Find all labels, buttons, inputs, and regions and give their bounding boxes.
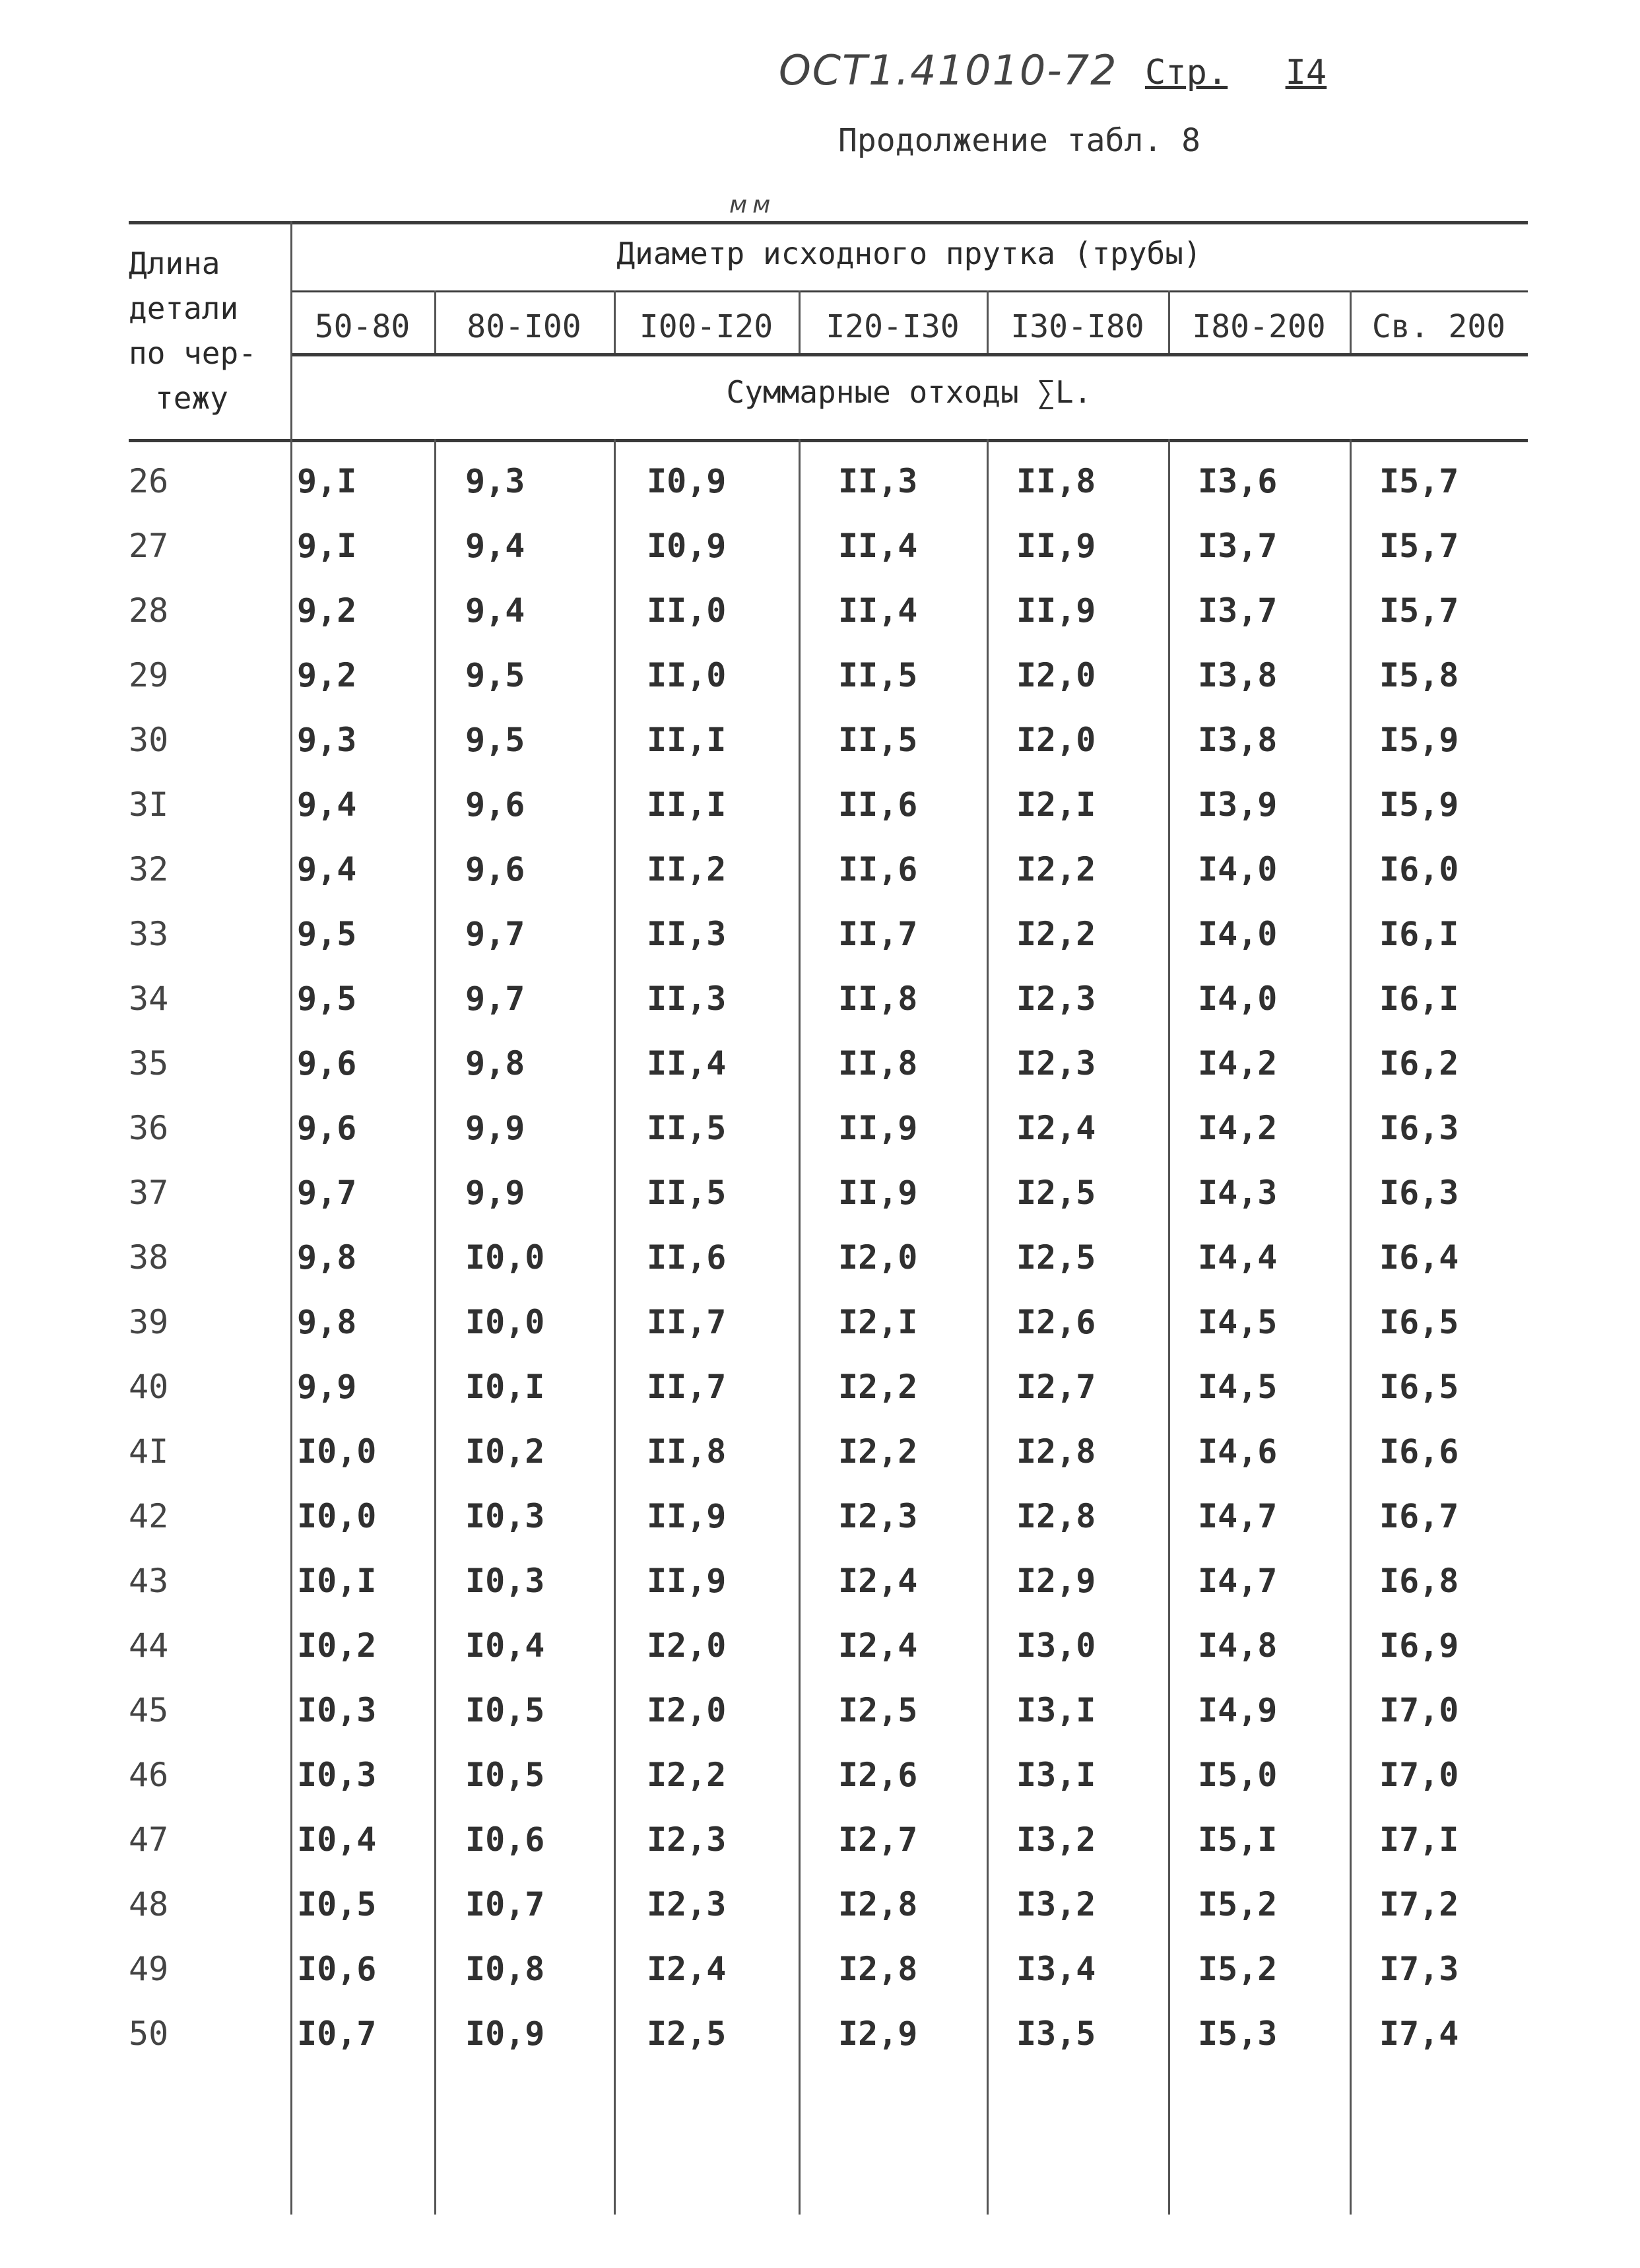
waste-value-cell: I4,4 [1198, 1238, 1278, 1277]
waste-value-cell: I0,8 [465, 1950, 545, 1988]
waste-value-cell: I3,7 [1198, 591, 1278, 630]
waste-value-cell: I0,0 [465, 1238, 545, 1277]
waste-value-cell: I2,0 [1016, 656, 1096, 694]
table-row [129, 837, 1528, 902]
length-cell: 44 [129, 1626, 169, 1665]
waste-value-cell: 9,4 [465, 527, 525, 565]
waste-value-cell: II,9 [838, 1109, 918, 1147]
waste-value-cell: I0,2 [465, 1432, 545, 1471]
waste-value-cell: I0,0 [297, 1432, 377, 1471]
table-row [129, 1225, 1528, 1290]
table-row [129, 1743, 1528, 1807]
waste-value-cell: I7,0 [1379, 1691, 1459, 1729]
waste-value-cell: I2,7 [838, 1820, 918, 1859]
table-row [129, 643, 1528, 708]
waste-value-cell: II,9 [647, 1497, 727, 1535]
length-header-line: детали [129, 290, 239, 326]
waste-value-cell: I4,5 [1198, 1303, 1278, 1341]
waste-value-cell: II,2 [647, 850, 727, 888]
waste-value-cell: 9,6 [297, 1044, 357, 1083]
waste-value-cell: II,9 [1016, 527, 1096, 565]
column-header: 80-I00 [467, 308, 581, 345]
waste-table [129, 221, 1528, 2215]
waste-value-cell: 9,7 [465, 980, 525, 1018]
length-cell: 34 [129, 980, 169, 1018]
length-cell: 27 [129, 527, 169, 565]
length-cell: 39 [129, 1303, 169, 1341]
table-row [129, 514, 1528, 578]
waste-value-cell: II,4 [838, 591, 918, 630]
waste-value-cell: I6,I [1379, 980, 1459, 1018]
waste-value-cell: II,8 [838, 980, 918, 1018]
waste-value-cell: I5,3 [1198, 2015, 1278, 2053]
table-row [129, 772, 1528, 837]
waste-value-cell: I2,2 [838, 1432, 918, 1471]
column-header: I30-I80 [1010, 308, 1144, 345]
waste-value-cell: II,5 [838, 721, 918, 759]
waste-value-cell: I2,6 [1016, 1303, 1096, 1341]
page-number: I4 [1285, 53, 1327, 92]
waste-value-cell: I6,3 [1379, 1109, 1459, 1147]
length-cell: 36 [129, 1109, 169, 1147]
waste-value-cell: I6,4 [1379, 1238, 1459, 1277]
waste-value-cell: II,6 [647, 1238, 727, 1277]
waste-value-cell: I6,0 [1379, 850, 1459, 888]
waste-value-cell: I3,2 [1016, 1820, 1096, 1859]
waste-value-cell: I5,I [1198, 1820, 1278, 1859]
page-indicator [1145, 53, 1327, 92]
waste-value-cell: I4,3 [1198, 1174, 1278, 1212]
waste-value-cell: I2,2 [838, 1368, 918, 1406]
waste-value-cell: 9,7 [465, 915, 525, 953]
sum-waste-header: Суммарные отходы ∑L. [726, 374, 1092, 410]
column-header: Св. 200 [1371, 308, 1506, 345]
length-cell: 48 [129, 1885, 169, 1923]
waste-value-cell: 9,6 [465, 850, 525, 888]
diameter-rule [290, 290, 1528, 292]
waste-value-cell: I0,I [297, 1562, 377, 1600]
waste-value-cell: I2,4 [838, 1626, 918, 1665]
waste-value-cell: 9,6 [297, 1109, 357, 1147]
length-cell: 32 [129, 850, 169, 888]
waste-value-cell: II,7 [647, 1368, 727, 1406]
table-continuation-caption: Продолжение табл. 8 [838, 122, 1201, 159]
waste-value-cell: I2,5 [647, 2015, 727, 2053]
waste-value-cell: I3,8 [1198, 721, 1278, 759]
waste-value-cell: II,3 [647, 980, 727, 1018]
waste-value-cell: I7,2 [1379, 1885, 1459, 1923]
waste-value-cell: I3,5 [1016, 2015, 1096, 2053]
waste-value-cell: 9,6 [465, 785, 525, 824]
length-cell: 50 [129, 2015, 169, 2053]
length-cell: 4I [129, 1432, 169, 1471]
waste-value-cell: 9,5 [465, 721, 525, 759]
waste-value-cell: I4,9 [1198, 1691, 1278, 1729]
waste-value-cell: I5,2 [1198, 1885, 1278, 1923]
waste-value-cell: I2,2 [647, 1756, 727, 1794]
table-row [129, 966, 1528, 1031]
waste-value-cell: 9,8 [297, 1238, 357, 1277]
waste-value-cell: I2,9 [1016, 1562, 1096, 1600]
table-row [129, 1872, 1528, 1937]
waste-value-cell: I0,3 [297, 1691, 377, 1729]
waste-value-cell: II,8 [647, 1432, 727, 1471]
waste-value-cell: I2,3 [647, 1885, 727, 1923]
length-cell: 26 [129, 462, 169, 500]
waste-value-cell: I4,5 [1198, 1368, 1278, 1406]
waste-value-cell: II,7 [647, 1303, 727, 1341]
table-row [129, 1678, 1528, 1743]
waste-value-cell: I4,2 [1198, 1044, 1278, 1083]
length-cell: 40 [129, 1368, 169, 1406]
column-header: I00-I20 [639, 308, 773, 345]
waste-value-cell: 9,9 [297, 1368, 357, 1406]
waste-value-cell: 9,3 [465, 462, 525, 500]
table-row [129, 1031, 1528, 1096]
waste-value-cell: I0,9 [647, 462, 727, 500]
waste-value-cell: I0,2 [297, 1626, 377, 1665]
waste-value-cell: I0,3 [465, 1497, 545, 1535]
waste-value-cell: I5,0 [1198, 1756, 1278, 1794]
waste-value-cell: I2,3 [838, 1497, 918, 1535]
waste-value-cell: I6,5 [1379, 1368, 1459, 1406]
waste-value-cell: 9,8 [465, 1044, 525, 1083]
waste-value-cell: I4,7 [1198, 1562, 1278, 1600]
waste-value-cell: I3,9 [1198, 785, 1278, 824]
waste-value-cell: I3,8 [1198, 656, 1278, 694]
waste-value-cell: II,8 [1016, 462, 1096, 500]
waste-value-cell: II,5 [647, 1174, 727, 1212]
length-cell: 29 [129, 656, 169, 694]
page-label: Стр. [1145, 53, 1228, 92]
waste-value-cell: II,6 [838, 850, 918, 888]
waste-value-cell: I2,9 [838, 2015, 918, 2053]
waste-value-cell: I2,4 [647, 1950, 727, 1988]
length-cell: 28 [129, 591, 169, 630]
waste-value-cell: I5,7 [1379, 527, 1459, 565]
waste-value-cell: I7,3 [1379, 1950, 1459, 1988]
waste-value-cell: I2,7 [1016, 1368, 1096, 1406]
waste-value-cell: II,3 [838, 462, 918, 500]
waste-value-cell: I2,8 [838, 1950, 918, 1988]
length-cell: 47 [129, 1820, 169, 1859]
waste-value-cell: I2,6 [838, 1756, 918, 1794]
waste-value-cell: 9,4 [297, 785, 357, 824]
waste-value-cell: I5,8 [1379, 656, 1459, 694]
length-cell: 43 [129, 1562, 169, 1600]
waste-value-cell: II,8 [838, 1044, 918, 1083]
diameter-header: Диаметр исходного прутка (трубы) [616, 236, 1202, 271]
header-bottom-rule [129, 439, 1528, 442]
waste-value-cell: I6,7 [1379, 1497, 1459, 1535]
waste-value-cell: I0,7 [465, 1885, 545, 1923]
waste-value-cell: I4,2 [1198, 1109, 1278, 1147]
waste-value-cell: I5,9 [1379, 785, 1459, 824]
waste-value-cell: 9,9 [465, 1174, 525, 1212]
waste-value-cell: 9,I [297, 462, 357, 500]
waste-value-cell: 9,5 [465, 656, 525, 694]
waste-value-cell: 9,4 [297, 850, 357, 888]
waste-value-cell: I0,7 [297, 2015, 377, 2053]
waste-value-cell: I2,8 [1016, 1497, 1096, 1535]
waste-value-cell: I0,0 [297, 1497, 377, 1535]
waste-value-cell: I6,5 [1379, 1303, 1459, 1341]
waste-value-cell: II,4 [647, 1044, 727, 1083]
waste-value-cell: II,I [647, 785, 727, 824]
waste-value-cell: I2,4 [1016, 1109, 1096, 1147]
waste-value-cell: I2,3 [1016, 980, 1096, 1018]
waste-value-cell: II,0 [647, 591, 727, 630]
length-cell: 38 [129, 1238, 169, 1277]
waste-value-cell: 9,8 [297, 1303, 357, 1341]
waste-value-cell: I0,4 [297, 1820, 377, 1859]
waste-value-cell: I2,I [838, 1303, 918, 1341]
waste-value-cell: I0,9 [465, 2015, 545, 2053]
waste-value-cell: I0,6 [465, 1820, 545, 1859]
length-cell: 45 [129, 1691, 169, 1729]
length-cell: 37 [129, 1174, 169, 1212]
table-row [129, 1096, 1528, 1160]
waste-value-cell: I5,7 [1379, 591, 1459, 630]
table-row [129, 1549, 1528, 1613]
column-head-rule [290, 353, 1528, 356]
waste-value-cell: I2,0 [647, 1691, 727, 1729]
waste-value-cell: I7,4 [1379, 2015, 1459, 2053]
waste-value-cell: I6,I [1379, 915, 1459, 953]
waste-value-cell: I0,4 [465, 1626, 545, 1665]
waste-value-cell: 9,3 [297, 721, 357, 759]
waste-value-cell: I3,I [1016, 1756, 1096, 1794]
waste-value-cell: I0,I [465, 1368, 545, 1406]
waste-value-cell: 9,2 [297, 656, 357, 694]
waste-value-cell: I2,I [1016, 785, 1096, 824]
waste-value-cell: 9,5 [297, 915, 357, 953]
waste-value-cell: 9,9 [465, 1109, 525, 1147]
waste-value-cell: I4,0 [1198, 850, 1278, 888]
table-row [129, 1419, 1528, 1484]
column-header: I20-I30 [826, 308, 960, 345]
waste-value-cell: I3,I [1016, 1691, 1096, 1729]
waste-value-cell: 9,4 [465, 591, 525, 630]
waste-value-cell: I4,7 [1198, 1497, 1278, 1535]
length-cell: 49 [129, 1950, 169, 1988]
length-header-line: по чер- [129, 335, 257, 371]
waste-value-cell: II,I [647, 721, 727, 759]
waste-value-cell: II,5 [838, 656, 918, 694]
waste-value-cell: I7,0 [1379, 1756, 1459, 1794]
length-header-line: Длина [129, 246, 220, 281]
table-row [129, 449, 1528, 514]
table-row [129, 1484, 1528, 1549]
waste-value-cell: I6,2 [1379, 1044, 1459, 1083]
waste-value-cell: I3,4 [1016, 1950, 1096, 1988]
waste-value-cell: I6,6 [1379, 1432, 1459, 1471]
waste-value-cell: I2,2 [1016, 850, 1096, 888]
waste-value-cell: 9,5 [297, 980, 357, 1018]
waste-value-cell: I6,3 [1379, 1174, 1459, 1212]
waste-value-cell: I0,3 [297, 1756, 377, 1794]
table-row [129, 708, 1528, 772]
waste-value-cell: I0,5 [465, 1691, 545, 1729]
column-header: I80-200 [1192, 308, 1326, 345]
table-row [129, 1807, 1528, 1872]
waste-value-cell: I7,I [1379, 1820, 1459, 1859]
table-row [129, 1354, 1528, 1419]
waste-value-cell: 9,I [297, 527, 357, 565]
waste-value-cell: I0,5 [465, 1756, 545, 1794]
waste-value-cell: I2,3 [647, 1820, 727, 1859]
length-cell: 42 [129, 1497, 169, 1535]
waste-value-cell: II,6 [838, 785, 918, 824]
waste-value-cell: I0,3 [465, 1562, 545, 1600]
waste-value-cell: I3,2 [1016, 1885, 1096, 1923]
waste-value-cell: I0,9 [647, 527, 727, 565]
waste-value-cell: I2,3 [1016, 1044, 1096, 1083]
waste-value-cell: II,9 [647, 1562, 727, 1600]
table-row [129, 2001, 1528, 2066]
column-header: 50-80 [314, 308, 410, 345]
length-cell: 33 [129, 915, 169, 953]
waste-value-cell: I2,0 [838, 1238, 918, 1277]
length-cell: 30 [129, 721, 169, 759]
length-cell: 46 [129, 1756, 169, 1794]
waste-value-cell: I2,8 [838, 1885, 918, 1923]
waste-value-cell: II,7 [838, 915, 918, 953]
length-header [129, 241, 287, 420]
waste-value-cell: I2,0 [1016, 721, 1096, 759]
waste-value-cell: I5,2 [1198, 1950, 1278, 1988]
waste-value-cell: I2,5 [838, 1691, 918, 1729]
table-row [129, 578, 1528, 643]
length-cell: 3I [129, 785, 169, 824]
standard-code: ОСТ1.41010-72 [779, 46, 1118, 94]
waste-value-cell: I2,8 [1016, 1432, 1096, 1471]
waste-value-cell: II,9 [1016, 591, 1096, 630]
waste-value-cell: II,5 [647, 1109, 727, 1147]
waste-value-cell: I0,6 [297, 1950, 377, 1988]
table-row [129, 902, 1528, 966]
waste-value-cell: I0,0 [465, 1303, 545, 1341]
waste-value-cell: I3,7 [1198, 527, 1278, 565]
waste-value-cell: I2,5 [1016, 1238, 1096, 1277]
waste-value-cell: II,0 [647, 656, 727, 694]
table-row [129, 1290, 1528, 1354]
table-row [129, 1613, 1528, 1678]
waste-value-cell: I6,8 [1379, 1562, 1459, 1600]
table-top-rule [129, 221, 1528, 224]
waste-value-cell: I3,6 [1198, 462, 1278, 500]
waste-value-cell: I5,7 [1379, 462, 1459, 500]
length-cell: 35 [129, 1044, 169, 1083]
waste-value-cell: I4,0 [1198, 915, 1278, 953]
waste-value-cell: II,4 [838, 527, 918, 565]
waste-value-cell: I6,9 [1379, 1626, 1459, 1665]
table-row [129, 1160, 1528, 1225]
waste-value-cell: I2,5 [1016, 1174, 1096, 1212]
length-header-line: тежу [155, 380, 228, 416]
waste-value-cell: I3,0 [1016, 1626, 1096, 1665]
waste-value-cell: I2,2 [1016, 915, 1096, 953]
waste-value-cell: I4,8 [1198, 1626, 1278, 1665]
waste-value-cell: II,9 [838, 1174, 918, 1212]
waste-value-cell: I2,4 [838, 1562, 918, 1600]
table-row [129, 1937, 1528, 2001]
waste-value-cell: II,3 [647, 915, 727, 953]
waste-value-cell: I2,0 [647, 1626, 727, 1665]
waste-value-cell: I4,6 [1198, 1432, 1278, 1471]
waste-value-cell: 9,7 [297, 1174, 357, 1212]
waste-value-cell: I4,0 [1198, 980, 1278, 1018]
units-label: мм [729, 191, 776, 218]
waste-value-cell: I5,9 [1379, 721, 1459, 759]
waste-value-cell: I0,5 [297, 1885, 377, 1923]
waste-value-cell: 9,2 [297, 591, 357, 630]
